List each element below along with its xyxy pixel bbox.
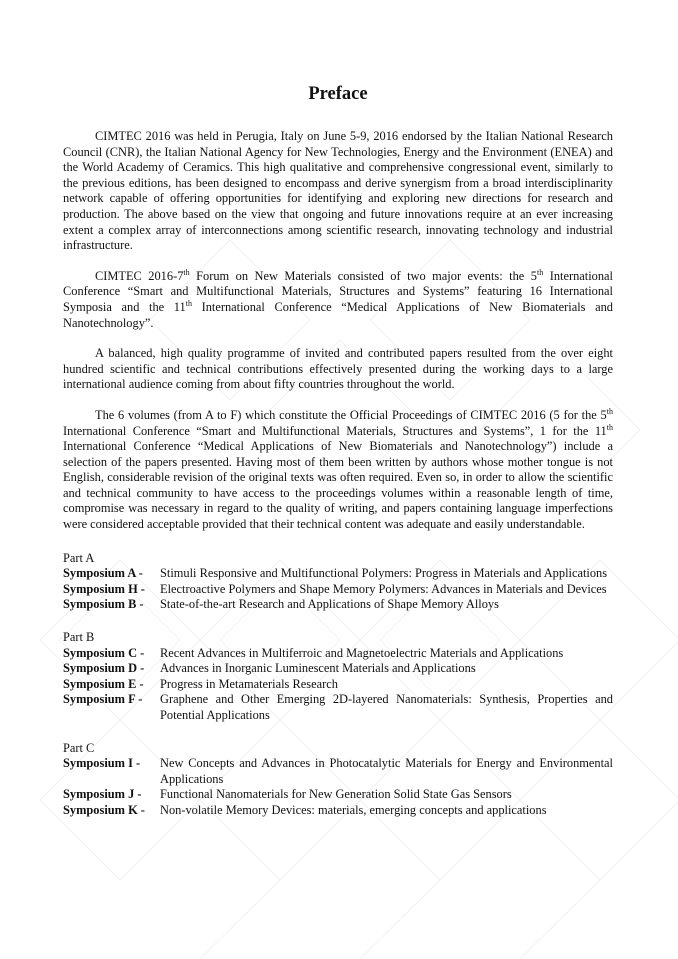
part-c-label: Part C	[63, 740, 95, 755]
symposium-title: New Concepts and Advances in Photocatalytic Materials for Energy and Environmental Applications	[160, 756, 613, 786]
superscript-th: th	[536, 267, 544, 277]
symposium-title: Electroactive Polymers and Shape Memory Polymers: Advances in Materials and Devices	[160, 581, 607, 596]
symposium-code: Symposium J -	[63, 787, 142, 802]
symposium-row	[63, 756, 613, 787]
symposium-row	[63, 646, 613, 662]
preface-page	[63, 82, 613, 819]
p2-text-d: International Conference “Medical Applications of New Biomaterials and Nanotechnology”.	[63, 299, 613, 330]
symposium-row	[63, 677, 613, 693]
symposium-title: Stimuli Responsive and Multifunctional Polymers: Progress in Materials and Applications	[160, 566, 608, 581]
symposium-code: Symposium F -	[63, 692, 143, 707]
symposium-title: Non-volatile Memory Devices: materials, emerging concepts and applications	[160, 802, 547, 817]
symposium-title: State-of-the-art Research and Applications of Shape Memory Alloys	[160, 597, 499, 612]
part-a-label: Part A	[63, 550, 95, 565]
paragraph-4	[63, 408, 613, 533]
symposium-code: Symposium K -	[63, 802, 145, 817]
symposium-title: Graphene and Other Emerging 2D-layered Nanomaterials: Synthesis, Properties and Potential Applications	[160, 692, 613, 722]
p4-text-a: The 6 volumes (from A to F) which constitute the Official Proceedings of CIMTEC 2016 (5 for the 5	[95, 407, 607, 422]
symposium-code: Symposium I -	[63, 756, 141, 771]
symposium-row	[63, 692, 613, 723]
symposium-row	[63, 566, 613, 582]
symposium-title: Advances in Inorganic Luminescent Materials and Applications	[160, 661, 476, 676]
symposium-code: Symposium E -	[63, 676, 144, 691]
symposium-code: Symposium C -	[63, 645, 145, 660]
symposium-title: Progress in Metamaterials Research	[160, 676, 338, 691]
superscript-th: th	[185, 298, 192, 308]
p4-text-c: International Conference “Medical Applications of New Biomaterials and Nanotechnology”) include a selection of the papers presented. Having most of them been written by authors whose mother tongue is not English, considerable revision of the original texts was often required. Even so, in order to allow the scientific and technical community to have access to the proceedings volumes within a reasonable length of time, compromise was necessary in regard to the quality of writing, and papers containing language imperfections were considered acceptable provided that their technical content was adequate and easily understandable.	[63, 439, 613, 532]
p2-text-b: Forum on New Materials consisted of two major events: the 5	[189, 268, 537, 283]
symposium-row	[63, 787, 613, 803]
p4-text-b: International Conference “Smart and Multifunctional Materials, Structures and Systems”, 1 for the 11	[63, 423, 607, 438]
paragraph-2	[63, 269, 613, 331]
symposium-code: Symposium H -	[63, 581, 145, 596]
superscript-th: th	[183, 267, 190, 277]
p2-text-c: International Conference “Smart and Multifunctional Materials, Structures and Systems” featuring 16 International Symposia and the 11	[63, 268, 613, 314]
symposium-code: Symposium A -	[63, 566, 143, 581]
superscript-th: th	[606, 422, 613, 432]
symposium-row	[63, 803, 613, 819]
symposium-row	[63, 582, 613, 598]
paragraph-3: A balanced, high quality programme of invited and contributed papers resulted from the over eight hundred scientific and technical contributions effectively presented during the working days to a large international audience coming from about fifty countries throughout the world.	[63, 346, 613, 392]
symposium-code: Symposium B -	[63, 597, 144, 612]
symposium-code: Symposium D -	[63, 661, 145, 676]
symposium-row	[63, 661, 613, 677]
p2-text-a: CIMTEC 2016-7	[95, 268, 184, 283]
part-b-label: Part B	[63, 630, 95, 645]
symposium-title: Recent Advances in Multiferroic and Magnetoelectric Materials and Applications	[160, 645, 564, 660]
symposium-title: Functional Nanomaterials for New Generation Solid State Gas Sensors	[160, 787, 512, 802]
paragraph-1: CIMTEC 2016 was held in Perugia, Italy on June 5-9, 2016 endorsed by the Italian National Research Council (CNR), the Italian National Agency for New Technologies, Energy and the Environment (ENEA) and the World Academy of Ceramics. This high qualitative and comprehensive congressional event, similarly to the previous editions, has been designed to encompass and derive synergism from a broad interdisciplinarity network capable of offering opportunities for identifying and exploring new directions for research and production. The above based on the view that ongoing and future innovations require at an ever increasing extent a complex array of interconnections among scientific research, innovating technology and industrial infrastructure.	[63, 129, 613, 253]
symposium-row	[63, 597, 613, 613]
superscript-th: th	[606, 406, 613, 416]
page-title: Preface	[308, 84, 368, 104]
